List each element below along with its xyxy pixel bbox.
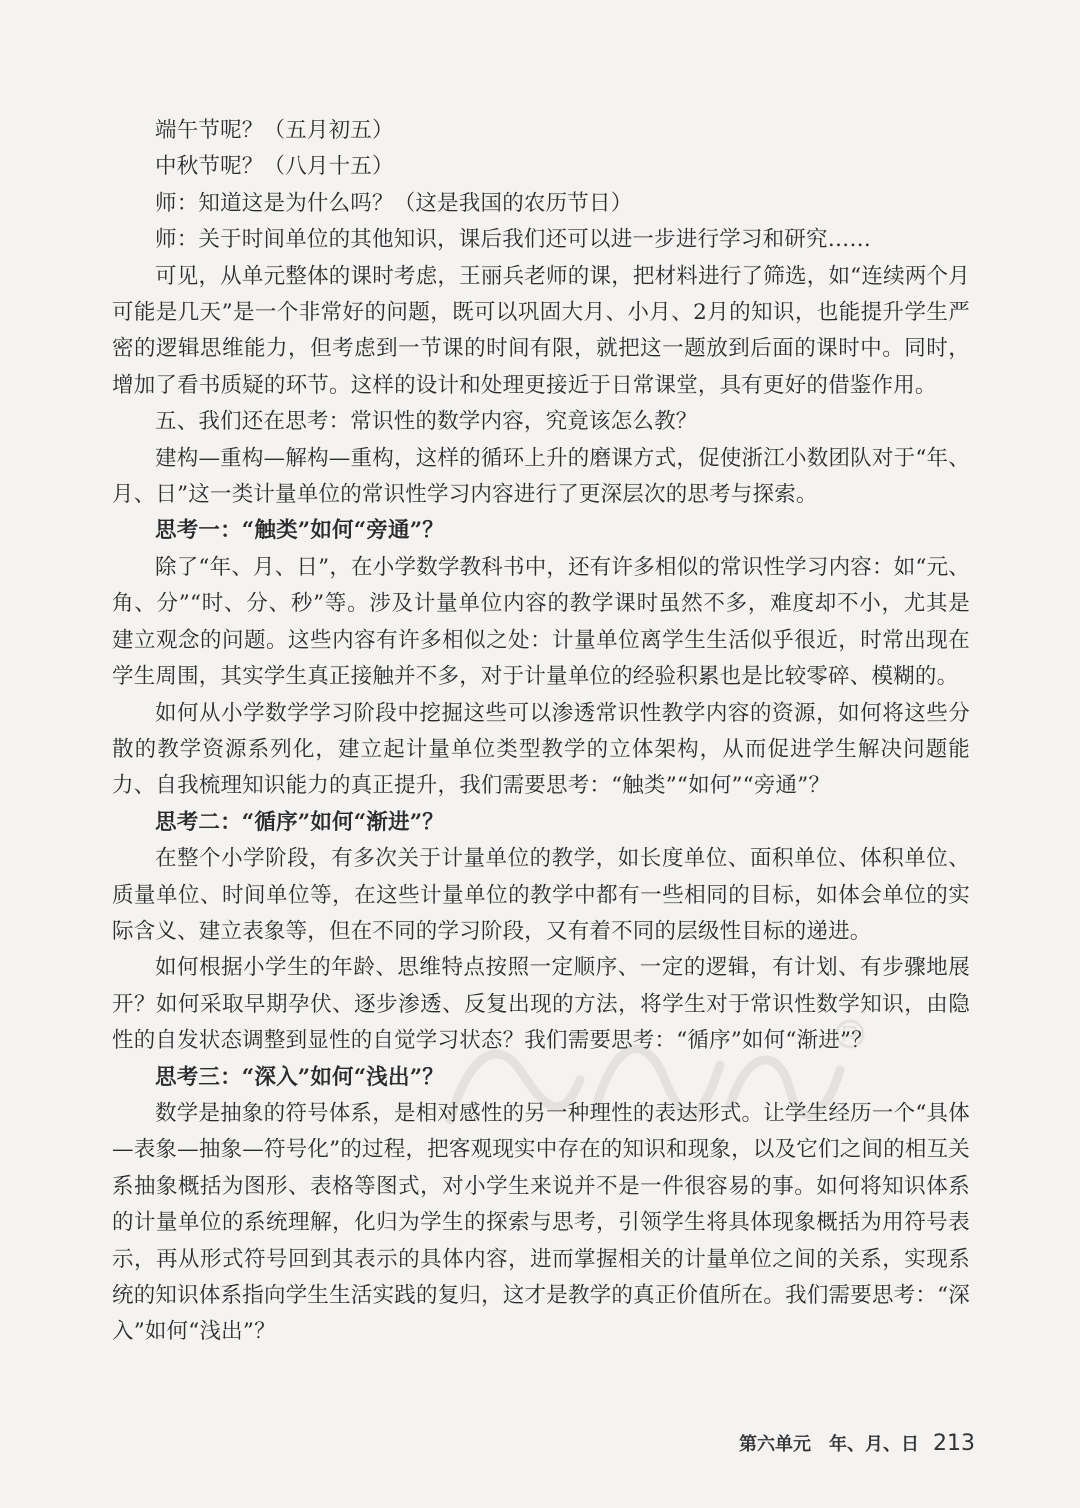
paragraph-thought-1b: 如何从小学数学学习阶段中挖掘这些可以渗透常识性教学内容的资源，如何将这些分散的教学资源系列化，建立起计量单位类型教学的立体架构，从而促进学生解决问题能力、自我梳理知识能力的真正提升，我们需要思考：“触类”“如何”“旁通”？ bbox=[112, 700, 970, 799]
subheading-thought-3: 思考三：“深入”如何“浅出”？ bbox=[155, 1064, 444, 1090]
paragraph-thought-2a: 在整个小学阶段，有多次关于计量单位的教学，如长度单位、面积单位、体积单位、质量单位、时间单位等，在这些计量单位的教学中都有一些相同的目标，如体会单位的实际含义、建立表象等，但在不同的学习阶段，又有着不同的层级性目标的递进。 bbox=[112, 846, 970, 944]
subheading-thought-1: 思考一：“触类”如何“旁通”？ bbox=[155, 518, 444, 544]
paragraph-dialogue-1: 端午节呢？（五月初五） bbox=[155, 118, 394, 143]
body-text bbox=[112, 113, 970, 1351]
paragraph-dialogue-3: 师：知道这是为什么吗？（这是我国的农历节日） bbox=[155, 190, 633, 216]
paragraph-dialogue-4: 师：关于时间单位的其他知识，课后我们还可以进一步进行学习和研究…… bbox=[155, 227, 872, 253]
paragraph-thought-3: 数学是抽象的符号体系，是相对感性的另一种理性的表达形式。让学生经历一个“具体—表象—抽象—符号化”的过程，把客观现实中存在的知识和现象，以及它们之间的相互关系抽象概括为图形、表格等图式，对小学生来说并不是一件很容易的事。如何将知识体系的计量单位的系统理解，化归为学生的探索与思考，引领学生将具体现象概括为用符号表示，再从形式符号回到其表示的具体内容，进而掌握相关的计量单位之间的关系，实现系统的知识体系指向学生生活实践的复归，这才是教学的真正价值所在。我们需要思考：“深入”如何“浅出”？ bbox=[112, 1100, 970, 1345]
page-number: 213 bbox=[933, 1431, 975, 1456]
footer-unit-title: 第六单元 年、月、日 bbox=[739, 1434, 919, 1455]
subheading-thought-2: 思考二：“循序”如何“渐进”？ bbox=[155, 809, 444, 835]
paragraph-intro: 建构—重构—解构—重构，这样的循环上升的磨课方式，促使浙江小数团队对于“年、月、日”这一类计量单位的常识性学习内容进行了更深层次的思考与探索。 bbox=[112, 445, 970, 508]
section-heading-5: 五、我们还在思考：常识性的数学内容，究竟该怎么教？ bbox=[155, 409, 698, 435]
page-footer bbox=[735, 1430, 975, 1464]
paragraph-thought-1a: 除了“年、月、日”，在小学数学教科书中，还有许多相似的常识性学习内容：如“元、角、分”“时、分、秒”等。涉及计量单位内容的教学课时虽然不多，难度却不小，尤其是建立观念的问题。这些内容有许多相似之处：计量单位离学生生活似乎很近，时常出现在学生周围，其实学生真正接触并不多，对于计量单位的经验积累也是比较零碎、模糊的。 bbox=[112, 554, 970, 690]
paragraph-summary: 可见，从单元整体的课时考虑，王丽兵老师的课，把材料进行了筛选，如“连续两个月可能是几天”是一个非常好的问题，既可以巩固大月、小月、2月的知识，也能提升学生严密的逻辑思维能力，但考虑到一节课的时间有限，就把这一题放到后面的课时中。同时，增加了看书质疑的环节。这样的设计和处理更接近于日常课堂，具有更好的借鉴作用。 bbox=[112, 263, 970, 398]
paragraph-thought-2b: 如何根据小学生的年龄、思维特点按照一定顺序、一定的逻辑，有计划、有步骤地展开？如何采取早期孕伏、逐步渗透、反复出现的方法，将学生对于常识性数学知识，由隐性的自发状态调整到显性的自觉学习状态？我们需要思考：“循序”如何“渐进”？ bbox=[112, 955, 970, 1054]
paragraph-dialogue-2: 中秋节呢？（八月十五） bbox=[155, 154, 394, 180]
